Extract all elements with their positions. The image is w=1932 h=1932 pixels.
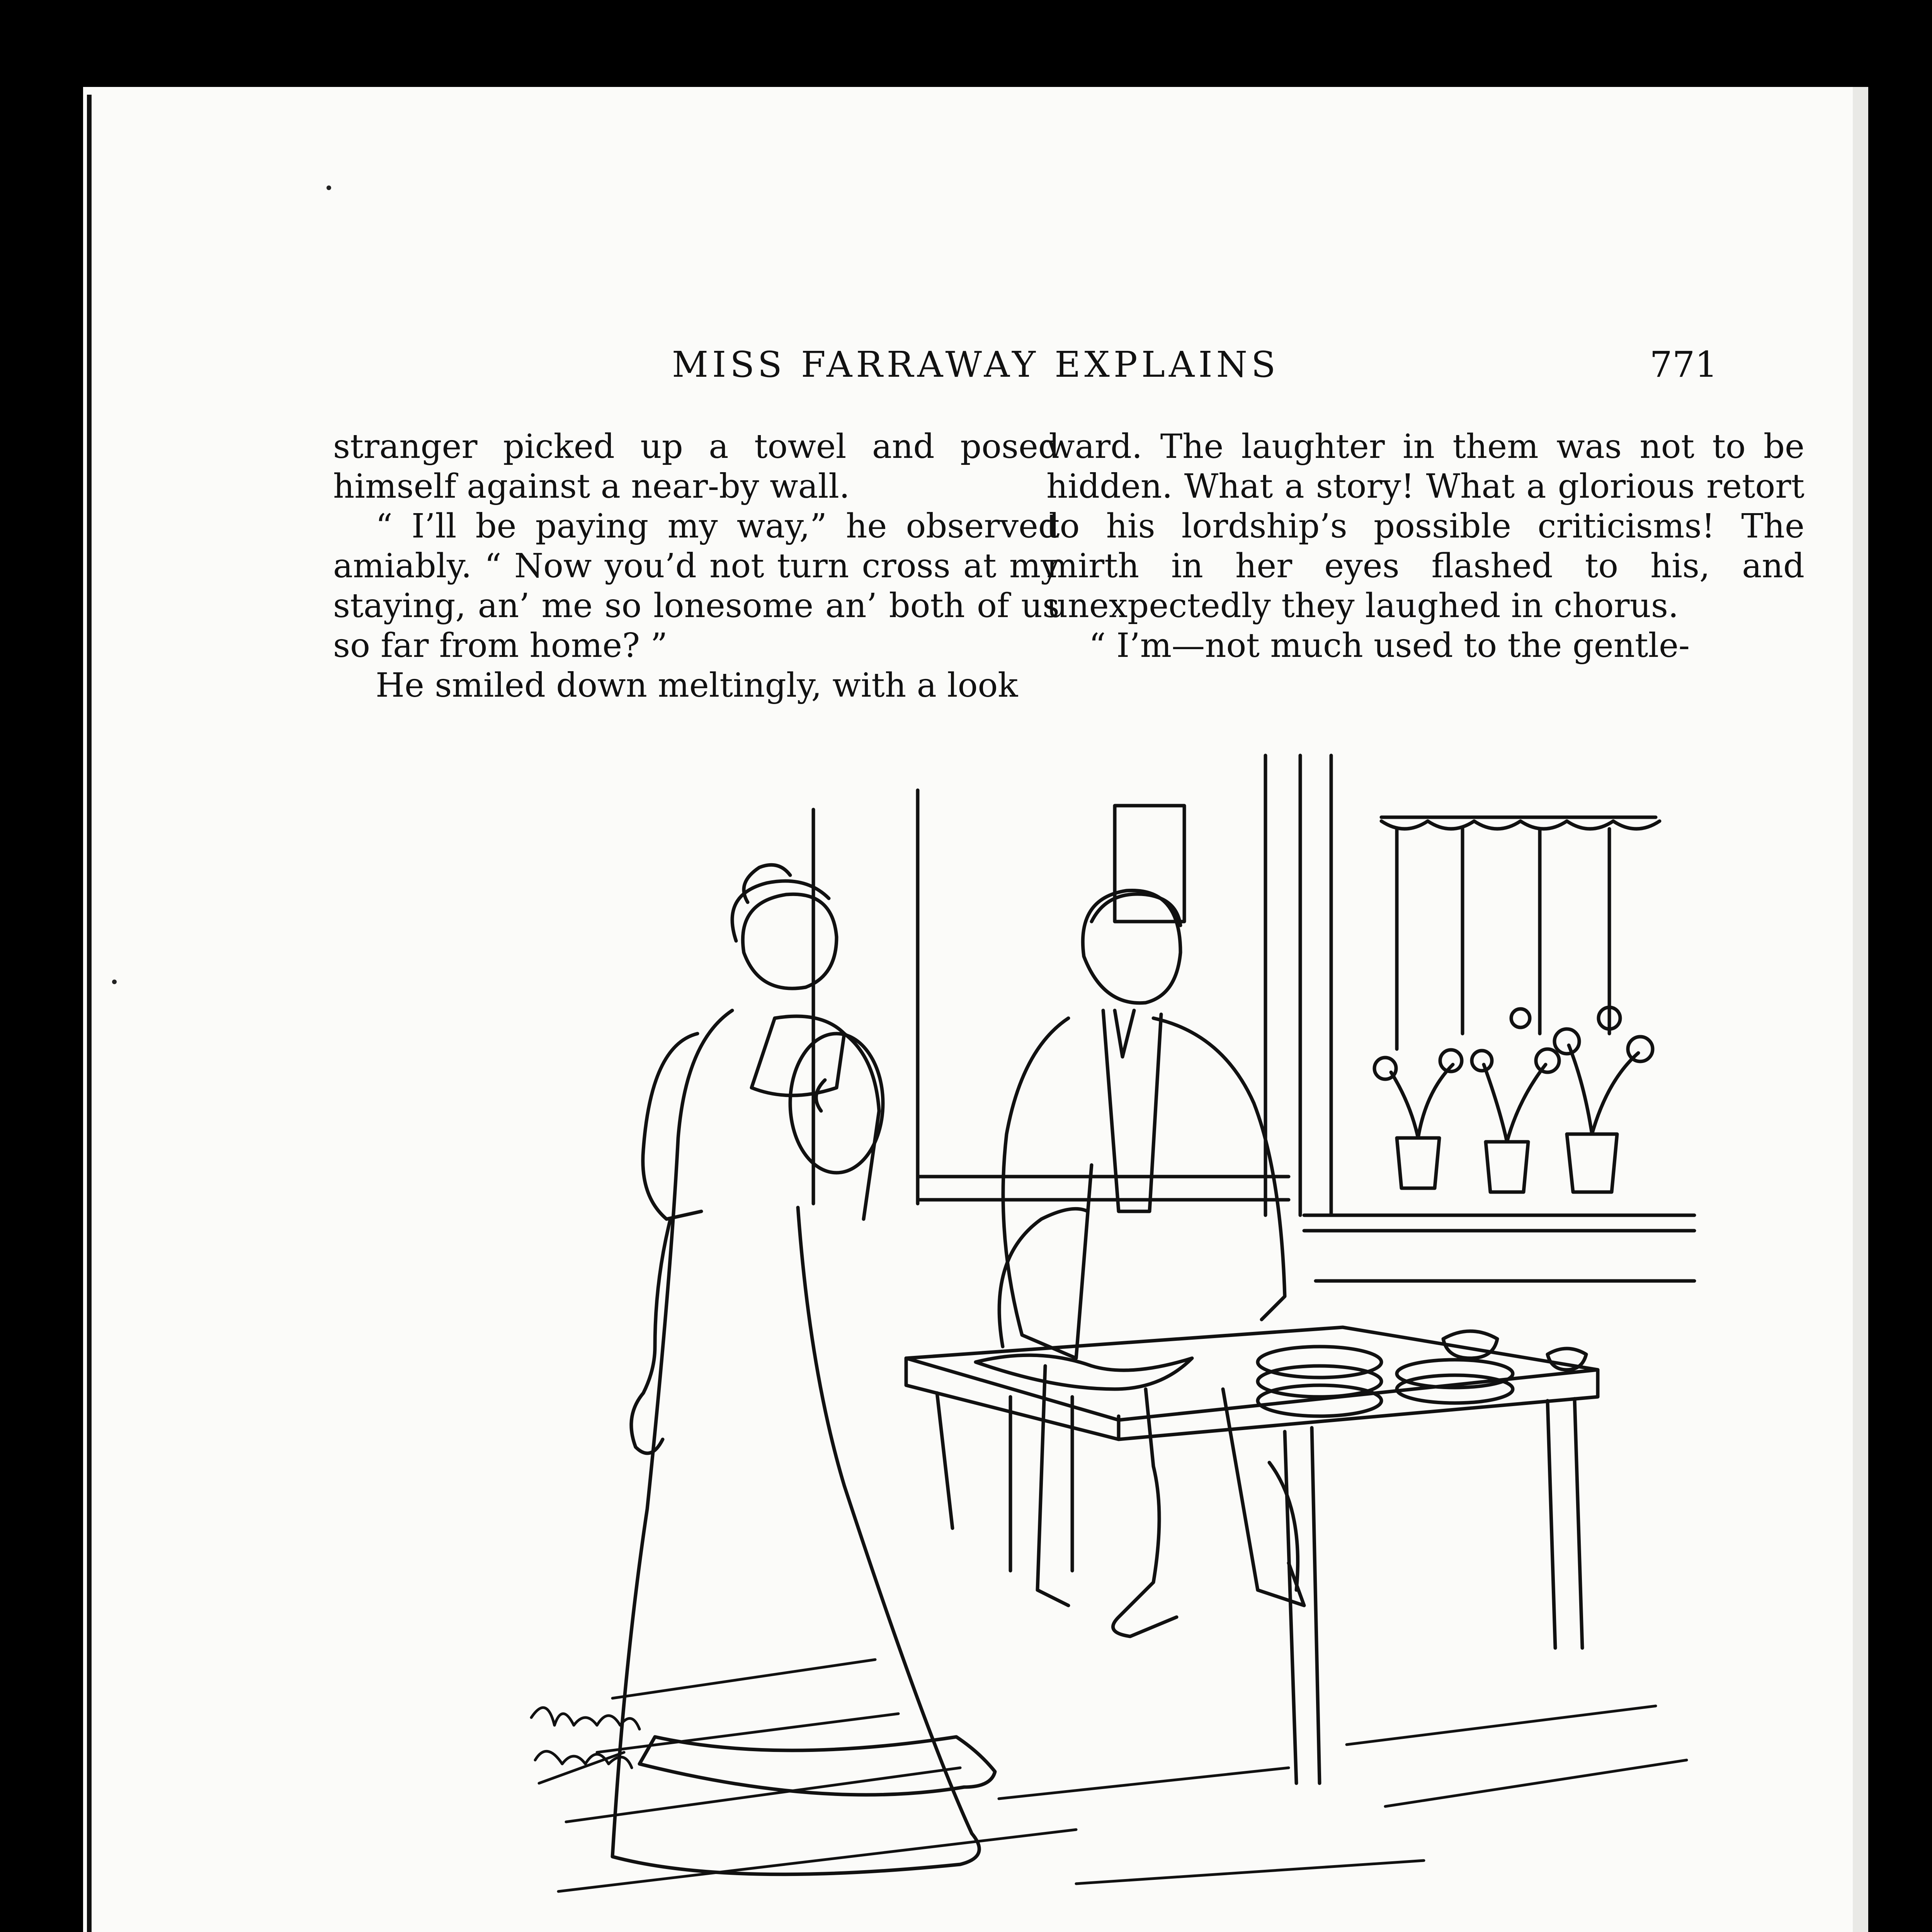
illustration: [497, 740, 1725, 1932]
paragraph: ward. The laughter in them was not to be hidden. What a story! What a glorious retort to his lordship’s possible criticisms! The mirth in her eyes flashed to his, and unexpectedly they laughed in chorus.: [1046, 427, 1804, 625]
top-right-column: [1046, 427, 1804, 666]
binding-gutter: [87, 95, 92, 1932]
man-figure: [1003, 890, 1304, 1636]
paragraph: He smiled down meltingly, with a look: [376, 666, 1018, 705]
woman-figure: [612, 865, 995, 1874]
paragraph: stranger picked up a towel and posed himself against a near-by wall.: [333, 427, 1060, 506]
page-number: 771: [1650, 344, 1718, 385]
floor: [558, 1660, 1687, 1932]
flower-pots: [1374, 1007, 1653, 1192]
page-header: [83, 344, 1868, 398]
window: [1265, 755, 1694, 1281]
dust-speck: [112, 980, 117, 984]
paragraph: “ I’m—not much used to the gentle-: [1089, 626, 1690, 665]
page-edge: [1853, 87, 1868, 1932]
paragraph: “ I’ll be paying my way,” he observed amiably. “ Now you’d not turn cross at my staying, an’ me so lonesome an’ both of us so far from home? ”: [333, 507, 1060, 665]
wall-lines: [813, 790, 1289, 1204]
dust-speck: [327, 185, 331, 190]
running-title: MISS FARRAWAY EXPLAINS: [672, 344, 1280, 385]
top-left-column: [333, 427, 1060, 706]
book-page: [83, 87, 1868, 1932]
